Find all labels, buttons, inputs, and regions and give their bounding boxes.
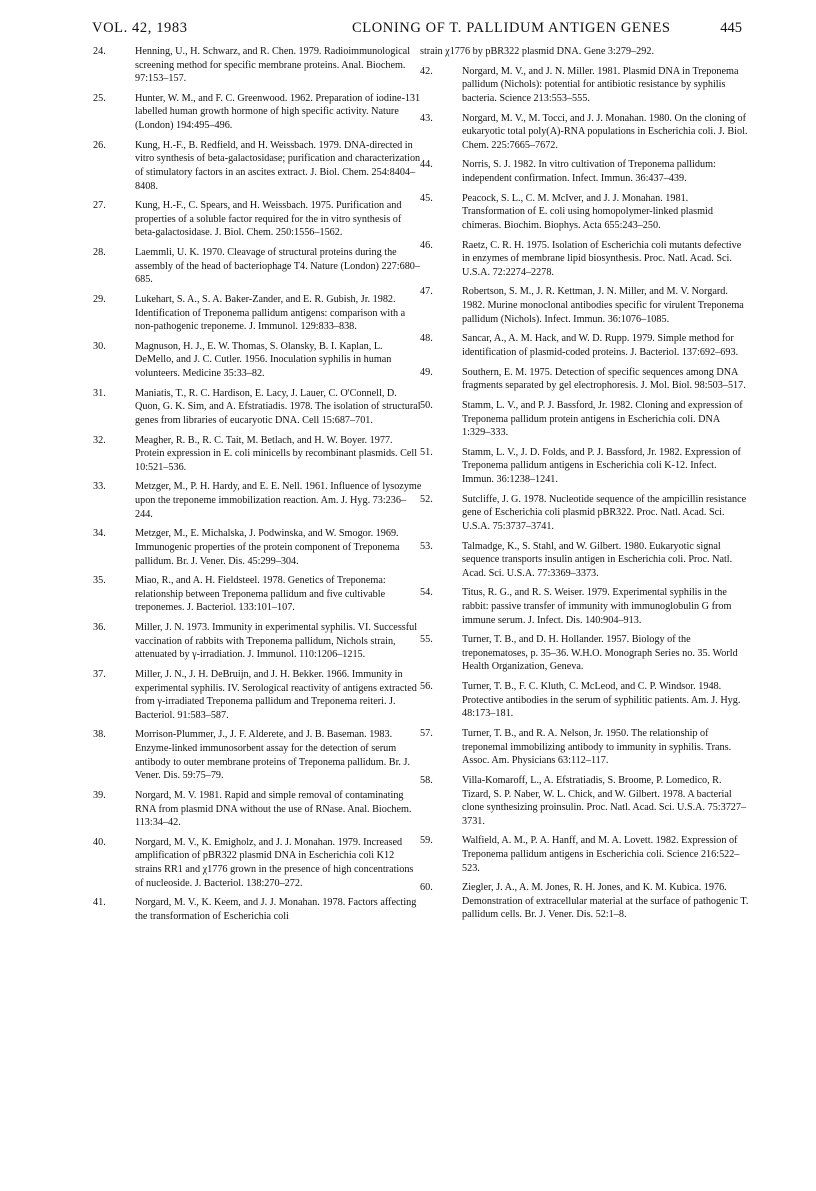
reference-item: [93, 896, 423, 923]
reference-item: [93, 480, 423, 521]
reference-item: [93, 789, 423, 830]
reference-item: [420, 633, 750, 674]
reference-number: 29.: [93, 293, 106, 305]
reference-number: 36.: [93, 622, 106, 634]
reference-number: 25.: [93, 92, 106, 104]
reference-number: 49.: [420, 366, 433, 378]
reference-number: 42.: [420, 65, 433, 77]
reference-text: Norgard, M. V., K. Emigholz, and J. J. Monahan. 1979. Increased amplification of pBR322 plasmid DNA in Escherichia coli K12 strains RR1 and χ1776 grown in the presence of high concentrations of nucleoside. J. Bacteriol. 138:270–272.: [135, 836, 414, 889]
reference-text: Henning, U., H. Schwarz, and R. Chen. 1979. Radioimmunological screening method for specific membrane proteins. Anal. Biochem. 97:153–157.: [135, 46, 411, 85]
reference-text: Miller, J. N. 1973. Immunity in experimental syphilis. VI. Successful vaccination of rabbits with Treponema pallidum, Nichols strain, attenuated by γ-irradiation. J. Immunol. 110:1206–1215.: [135, 622, 418, 661]
reference-item: [93, 728, 423, 782]
reference-number: 32.: [93, 434, 106, 446]
reference-text: Stamm, L. V., and P. J. Bassford, Jr. 1982. Cloning and expression of Treponema pallidum protein antigens in Escherichia coli. DNA 1:329–333.: [462, 399, 743, 439]
reference-number: 51.: [420, 446, 433, 458]
reference-text: Miao, R., and A. H. Fieldsteel. 1978. Genetics of Treponema: relationship between Treponema pallidum and five cultivable treponemes. J. Bacteriol. 133:101–107.: [135, 575, 386, 614]
reference-item: [420, 446, 750, 487]
reference-number: 38.: [93, 729, 106, 741]
reference-number: 54.: [420, 587, 433, 599]
reference-item: [420, 727, 750, 768]
reference-item: [93, 340, 423, 381]
reference-text: Maniatis, T., R. C. Hardison, E. Lacy, J. Lauer, C. O'Connell, D. Quon, G. K. Sim, and A. Efstratiadis. 1978. The isolation of structural genes from libraries of eucaryotic DNA. Cell 15:687–701.: [135, 387, 421, 426]
reference-text: Morrison-Plummer, J., J. F. Alderete, and J. B. Baseman. 1983. Enzyme-linked immunosorbent assay for the detection of serum antibody to outer membrane proteins of Treponema pallidum. Br. J. Vener. Dis. 59:75–79.: [135, 729, 411, 782]
reference-number: 26.: [93, 139, 106, 151]
reference-item: [420, 65, 750, 106]
reference-number: 60.: [420, 882, 433, 894]
reference-text: Hunter, W. M., and F. C. Greenwood. 1962. Preparation of iodine-131 labelled human growth hormone of high specific activity. Nature (London) 194:495–496.: [135, 92, 421, 132]
reference-number: 43.: [420, 112, 433, 124]
references-right-column: [420, 45, 750, 928]
reference-text: Norgard, M. V., and J. N. Miller. 1981. Plasmid DNA in Treponema pallidum (Nichols): potential for antibiotic resistance by syphilis bacteria. Science 213:553–555.: [462, 65, 739, 104]
reference-item: [93, 139, 423, 193]
reference-text: Laemmli, U. K. 1970. Cleavage of structural proteins during the assembly of the head of bacteriophage T4. Nature (London) 227:680–685.: [135, 247, 420, 286]
reference-continuation: strain χ1776 by pBR322 plasmid DNA. Gene 3:279–292.: [420, 46, 655, 57]
reference-item: [93, 92, 423, 133]
reference-item: [420, 774, 750, 828]
reference-number: 40.: [93, 836, 106, 848]
reference-number: 45.: [420, 192, 433, 204]
reference-item: [93, 387, 423, 428]
reference-item: [420, 112, 750, 153]
reference-number: 57.: [420, 728, 433, 740]
reference-text: Ziegler, J. A., A. M. Jones, R. H. Jones, and K. M. Kubica. 1976. Demonstration of extracellular material at the surface of pathogenic T. pallidum cells. Br. J. Vener. Dis. 52:1–8.: [462, 882, 749, 921]
reference-text: Villa-Komaroff, L., A. Efstratiadis, S. Broome, P. Lomedico, R. Tizard, S. P. Naber, W. L. Chick, and W. Gilbert. 1978. A bacterial clone synthesizing proinsulin. Proc. Natl. Acad. Sci. U.S.A. 75:3727–3731.: [462, 774, 747, 827]
reference-text: Kung, H.-F., B. Redfield, and H. Weissbach. 1979. DNA-directed in vitro synthesis of beta-galactosidase; purification and characterization of stimulatory factors in an ascites extract. J. Biol. Chem. 254:8404–8408.: [135, 139, 421, 192]
reference-number: 59.: [420, 835, 433, 847]
reference-number: 37.: [93, 668, 106, 680]
reference-text: Norgard, M. V. 1981. Rapid and simple removal of contaminating RNA from plasmid DNA without the use of RNase. Anal. Biochem. 113:34–42.: [135, 789, 412, 829]
reference-item: [93, 199, 423, 240]
reference-text: Sutcliffe, J. G. 1978. Nucleotide sequence of the ampicillin resistance gene of Escherichia coli plasmid pBR322. Proc. Natl. Acad. Sci. U.S.A. 75:3737–3741.: [462, 493, 747, 532]
reference-text: Turner, T. B., and D. H. Hollander. 1957. Biology of the treponematoses, p. 35–36. W.H.O. Monograph Series no. 35. World Health Organization, Geneva.: [462, 634, 738, 673]
reference-text: Kung, H.-F., C. Spears, and H. Weissbach. 1975. Purification and properties of a soluble factor required for the in vitro synthesis of beta-galactosidase. J. Biol. Chem. 250:1556–1562.: [135, 200, 402, 239]
reference-item: [420, 332, 750, 359]
reference-number: 56.: [420, 681, 433, 693]
reference-text: Metzger, M., P. H. Hardy, and E. E. Nell. 1961. Influence of lysozyme upon the treponeme immobilization reaction. Am. J. Hyg. 73:236–244.: [135, 481, 422, 520]
reference-item: [93, 434, 423, 475]
reference-item: [93, 621, 423, 662]
reference-item: [420, 399, 750, 440]
reference-text: Titus, R. G., and R. S. Weiser. 1979. Experimental syphilis in the rabbit: passive transfer of immunity with immunoglobulin G from immune serum. J. Infect. Dis. 140:904–913.: [462, 587, 732, 626]
reference-number: 52.: [420, 493, 433, 505]
reference-text: Walfield, A. M., P. A. Hanff, and M. A. Lovett. 1982. Expression of Treponema pallidum antigens in Escherichia coli. Science 216:522–523.: [462, 835, 740, 874]
reference-text: Sancar, A., A. M. Hack, and W. D. Rupp. 1979. Simple method for identification of plasmid-coded proteins. J. Bacteriol. 137:692–693.: [462, 333, 739, 358]
reference-item: [420, 493, 750, 534]
reference-number: 30.: [93, 340, 106, 352]
reference-text: Meagher, R. B., R. C. Tait, M. Betlach, and H. W. Boyer. 1977. Protein expression in E. coli minicells by recombinant plasmids. Cell 10:521–536.: [135, 434, 418, 473]
reference-text: Turner, T. B., and R. A. Nelson, Jr. 1950. The relationship of treponemal immobilizing antibody to immunity in syphilis. Trans. Assoc. Am. Physicians 63:112–117.: [462, 728, 732, 767]
reference-item: [93, 45, 423, 86]
reference-text: Norris, S. J. 1982. In vitro cultivation of Treponema pallidum: independent confirmation. Infect. Immun. 36:437–439.: [462, 159, 716, 185]
reference-item: [420, 680, 750, 721]
reference-number: 50.: [420, 399, 433, 411]
reference-text: Southern, E. M. 1975. Detection of specific sequences among DNA fragments separated by gel electrophoresis. J. Mol. Biol. 98:503–517.: [462, 366, 746, 392]
reference-number: 24.: [93, 46, 106, 57]
references-left-column: [93, 45, 423, 930]
reference-number: 41.: [93, 897, 106, 909]
reference-text: Lukehart, S. A., S. A. Baker-Zander, and E. R. Gubish, Jr. 1982. Identification of Treponema pallidum antigens: comparison with a non-pathogenic treponeme. J. Immunol. 129:833–838.: [135, 293, 406, 333]
reference-text: Metzger, M., E. Michalska, J. Podwinska, and W. Smogor. 1969. Immunogenic properties of the protein component of Treponema pallidum. Br. J. Vener. Dis. 45:299–304.: [135, 528, 400, 567]
reference-item: [420, 881, 750, 922]
reference-item: [93, 293, 423, 334]
reference-text: Norgard, M. V., K. Keem, and J. J. Monahan. 1978. Factors affecting the transformation of Escherichia coli: [135, 897, 417, 922]
running-header: [92, 20, 742, 44]
reference-number: 58.: [420, 774, 433, 786]
reference-number: 33.: [93, 481, 106, 493]
reference-item: [93, 574, 423, 615]
reference-item: [93, 246, 423, 287]
reference-text: Stamm, L. V., J. D. Folds, and P. J. Bassford, Jr. 1982. Expression of Treponema pallidum antigens in Escherichia coli K-12. Infect. Immun. 36:1238–1241.: [462, 446, 741, 485]
reference-item: [93, 527, 423, 568]
reference-text: Turner, T. B., F. C. Kluth, C. McLeod, and C. P. Windsor. 1948. Protective antibodies in the serum of syphilitic patients. Am. J. Hyg. 48:173–181.: [462, 681, 741, 720]
reference-number: 53.: [420, 540, 433, 552]
reference-item: [420, 366, 750, 393]
reference-text: Talmadge, K., S. Stahl, and W. Gilbert. 1980. Eukaryotic signal sequence transports insulin antigen in Escherichia coli. Proc. Natl. Acad. Sci. U.S.A. 77:3369–3373.: [462, 540, 733, 579]
reference-number: 28.: [93, 247, 106, 259]
reference-item: [420, 239, 750, 280]
reference-number: 34.: [93, 528, 106, 540]
reference-text: Norgard, M. V., M. Tocci, and J. J. Monahan. 1980. On the cloning of eukaryotic total poly(A)-RNA populations in Escherichia coli. J. Biol. Chem. 225:7665–7672.: [462, 112, 748, 151]
reference-item: [420, 540, 750, 581]
reference-text: Miller, J. N., J. H. DeBruijn, and J. H. Bekker. 1966. Immunity in experimental syphilis. IV. Serological reactivity of antigens extracted from γ-irradiated Treponema pallidum and Treponema reiteri. J. Bacteriol. 91:583–587.: [135, 668, 417, 721]
reference-number: 55.: [420, 634, 433, 646]
reference-item: [420, 586, 750, 627]
reference-number: 27.: [93, 200, 106, 212]
running-title: CLONING OF T. PALLIDUM ANTIGEN GENES: [352, 20, 671, 36]
page-number: 445: [720, 20, 742, 36]
reference-item: [420, 834, 750, 875]
reference-number: 35.: [93, 575, 106, 587]
reference-text: Robertson, S. M., J. R. Kettman, J. N. Miller, and M. V. Norgard. 1982. Murine monoclonal antibodies specific for virulent Treponema pallidum (Nichols). Infect. Immun. 36:1076–1085.: [462, 286, 744, 325]
reference-item: [93, 668, 423, 722]
reference-item: [420, 192, 750, 233]
reference-number: 44.: [420, 159, 433, 171]
reference-item: [93, 836, 423, 890]
reference-text: Peacock, S. L., C. M. McIver, and J. J. Monahan. 1981. Transformation of E. coli using homopolymer-linked plasmid chimeras. Biochim. Biophys. Acta 655:243–250.: [462, 192, 713, 231]
reference-text: Raetz, C. R. H. 1975. Isolation of Escherichia coli mutants defective in enzymes of membrane lipid biosynthesis. Proc. Natl. Acad. Sci. U.S.A. 72:2274–2278.: [462, 239, 742, 278]
reference-item: [420, 158, 750, 185]
reference-text: Magnuson, H. J., E. W. Thomas, S. Olansky, B. I. Kaplan, L. DeMello, and J. C. Cutler. 1956. Inoculation syphilis in human volunteers. Medicine 35:33–82.: [135, 340, 392, 380]
reference-number: 31.: [93, 387, 106, 399]
reference-item: [420, 285, 750, 326]
reference-number: 39.: [93, 789, 106, 801]
reference-number: 48.: [420, 333, 433, 345]
reference-number: 46.: [420, 239, 433, 251]
journal-volume: VOL. 42, 1983: [92, 20, 188, 36]
reference-number: 47.: [420, 286, 433, 298]
